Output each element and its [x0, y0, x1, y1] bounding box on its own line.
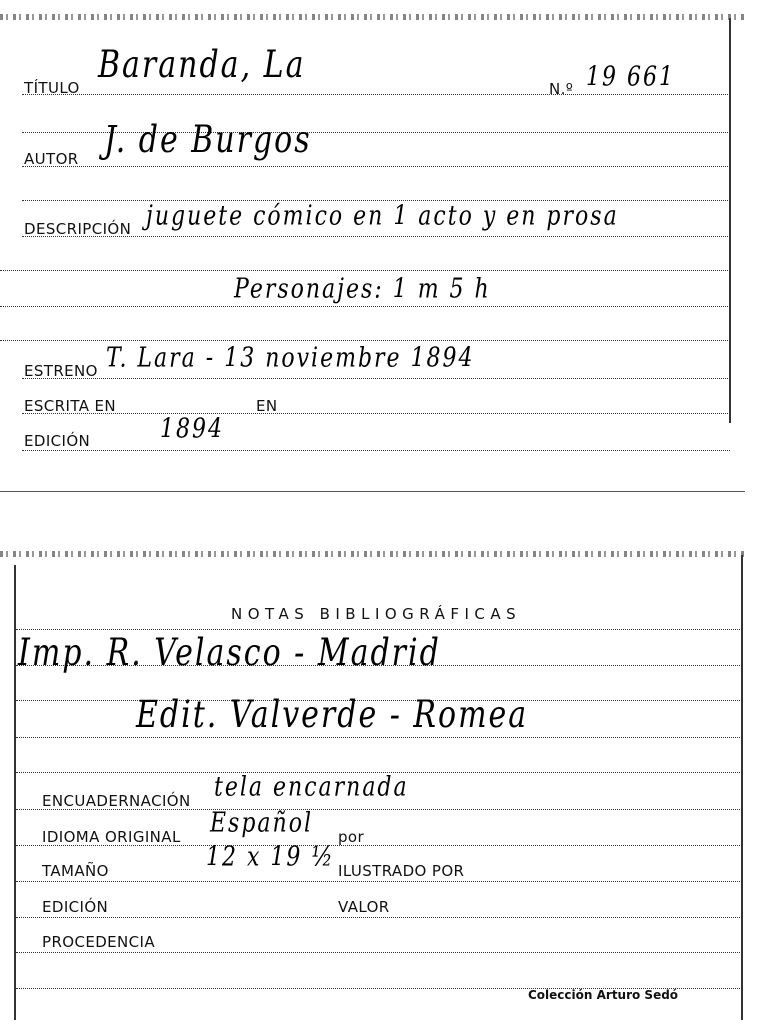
descripcion-value: juguete cómico en 1 acto y en prosa [146, 200, 619, 232]
ruled-line [22, 166, 730, 167]
ruled-line [22, 450, 730, 451]
ruled-line [22, 413, 730, 414]
ruled-line [0, 306, 730, 307]
edicion-value: 1894 [160, 413, 224, 445]
ruled-line [16, 952, 742, 953]
tamano-value: 12 x 19 ½ [206, 841, 335, 873]
numero-label: N.º [549, 80, 574, 98]
ruled-line [16, 881, 742, 882]
nota-line-1: Imp. R. Velasco - Madrid [18, 631, 441, 675]
card-right-border [741, 555, 743, 1020]
ruled-line [22, 94, 730, 95]
edicion-back-label: EDICIÓN [42, 898, 109, 916]
idioma-label: IDIOMA ORIGINAL [42, 828, 181, 846]
ruled-line [16, 917, 742, 918]
ruled-line [16, 737, 742, 738]
edicion-label: EDICIÓN [24, 432, 91, 450]
catalog-card-front [0, 0, 745, 492]
card-right-border [729, 18, 731, 423]
titulo-label: TÍTULO [24, 79, 80, 97]
autor-value: J. de Burgos [104, 118, 312, 162]
encuadernacion-label: ENCUADERNACIÓN [42, 792, 191, 810]
ilustrado-label: ILUSTRADO POR [338, 862, 465, 880]
personajes-value: Personajes: 1 m 5 h [234, 273, 491, 305]
tamano-label: TAMAÑO [42, 862, 109, 880]
ruled-line [16, 629, 742, 630]
nota-line-2: Edit. Valverde - Romea [136, 693, 529, 737]
titulo-value: Baranda, La [98, 43, 306, 87]
estreno-value: T. Lara - 13 noviembre 1894 [106, 342, 475, 374]
escrita-label: ESCRITA EN [24, 397, 117, 415]
por-label: por [338, 828, 365, 846]
idioma-value: Español [210, 807, 313, 839]
ruled-line [22, 378, 730, 379]
notas-title: NOTAS BIBLIOGRÁFICAS [231, 605, 522, 623]
coleccion-credit: Colección Arturo Sedó [528, 988, 679, 1002]
encuadernacion-value: tela encarnada [214, 771, 409, 803]
ruled-line [0, 340, 730, 341]
card-bottom-edge [0, 491, 745, 492]
ruled-line [0, 270, 730, 271]
autor-label: AUTOR [24, 150, 79, 168]
numero-value: 19 661 [586, 61, 675, 93]
valor-label: VALOR [338, 898, 390, 916]
torn-top-edge [0, 14, 745, 20]
en-label: EN [256, 397, 278, 415]
estreno-label: ESTRENO [24, 362, 98, 380]
torn-top-edge [0, 551, 745, 557]
procedencia-label: PROCEDENCIA [42, 933, 156, 951]
descripcion-label: DESCRIPCIÓN [24, 220, 132, 238]
